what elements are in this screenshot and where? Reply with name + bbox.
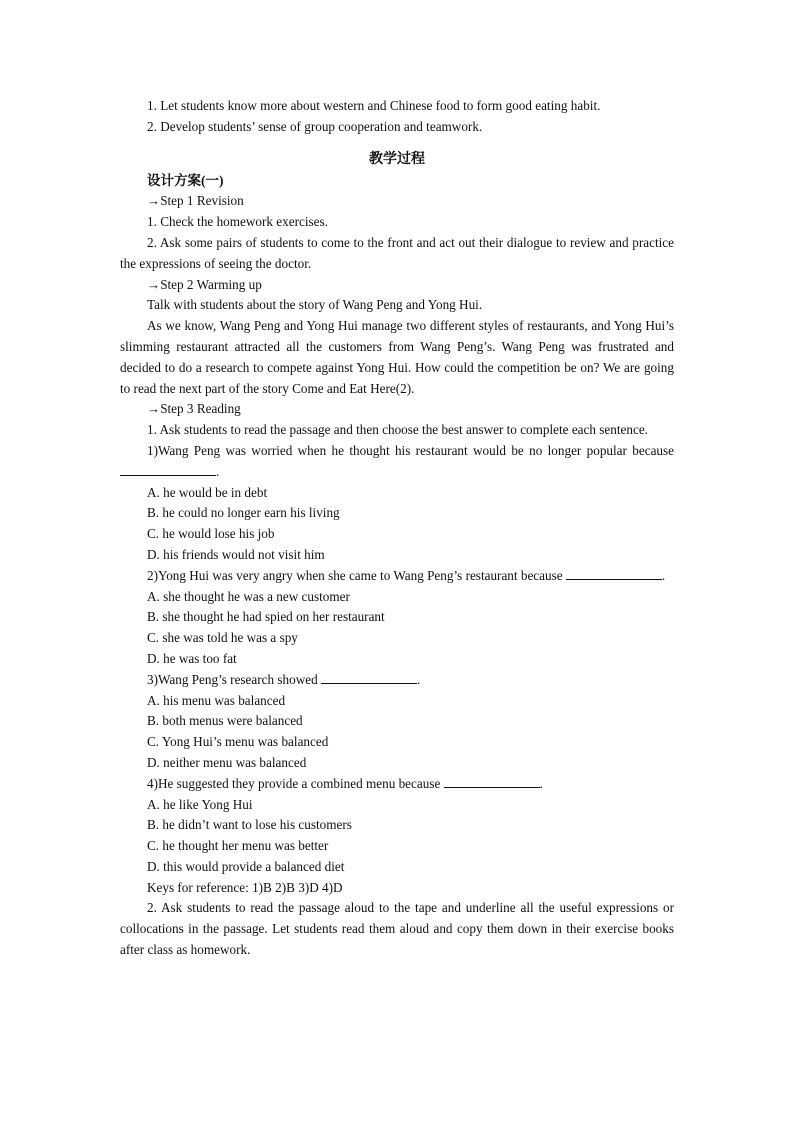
question-3: 3)Wang Peng’s research showed .: [147, 671, 421, 687]
q1-option-b: B. he could no longer earn his living: [147, 505, 340, 521]
q3-option-b: B. both menus were balanced: [147, 713, 303, 729]
question-1: 1)Wang Peng was worried when he thought his restaurant would be no longer popular because .: [120, 441, 674, 483]
question-4-stem: 4)He suggested they provide a combined menu because: [147, 775, 441, 791]
q2-option-c: C. she was told he was a spy: [147, 630, 298, 646]
answer-blank: [321, 670, 417, 684]
q4-option-a: A. he like Yong Hui: [147, 796, 253, 812]
step2-heading: →Step 2 Warming up: [147, 276, 262, 292]
q4-option-d: D. this would provide a balanced diet: [147, 858, 345, 874]
answer-blank: [120, 462, 216, 476]
answer-blank: [566, 566, 662, 580]
q3-option-d: D. neither menu was balanced: [147, 754, 307, 770]
step1-item-1: 1. Check the homework exercises.: [147, 214, 328, 230]
answer-keys: Keys for reference: 1)B 2)B 3)D 4)D: [147, 879, 343, 895]
objective-1: 1. Let students know more about western and Chinese food to form good eating habit.: [147, 98, 601, 113]
q3-option-c: C. Yong Hui’s menu was balanced: [147, 734, 329, 750]
q4-option-c: C. he thought her menu was better: [147, 838, 329, 854]
step2-paragraph: As we know, Wang Peng and Yong Hui manage two different styles of restaurants, and Yong Hui’s slimming restaurant attracted all the customers from Wang Peng’s. Wang Peng was frustrated and decided to do a research to compete against Yong Hui. How could the competition be on? We are going to read the next part of the story Come and Eat Here(2).: [120, 318, 674, 396]
q1-option-c: C. he would lose his job: [147, 526, 275, 542]
question-2-stem: 2)Yong Hui was very angry when she came to Wang Peng’s restaurant because: [147, 567, 563, 583]
step3-instruction-2: 2. Ask students to read the passage aloud to the tape and underline all the useful expressions or collocations in the passage. Let students read them aloud and copy them down in their exercise books after class as homework.: [120, 900, 674, 958]
q1-option-a: A. he would be in debt: [147, 484, 268, 500]
step1-heading: →Step 1 Revision: [147, 193, 244, 209]
q3-option-a: A. his menu was balanced: [147, 692, 286, 708]
objective-2: 2. Develop students’ sense of group cooperation and teamwork.: [147, 118, 483, 134]
q4-option-b: B. he didn’t want to lose his customers: [147, 817, 352, 833]
q2-option-d: D. he was too fat: [147, 650, 237, 666]
q2-option-a: A. she thought he was a new customer: [147, 588, 350, 604]
question-2: 2)Yong Hui was very angry when she came to Wang Peng’s restaurant because .: [147, 567, 666, 583]
section-title: 教学过程: [369, 151, 425, 167]
q1-option-d: D. his friends would not visit him: [147, 546, 325, 562]
step3-instruction-1: 1. Ask students to read the passage and then choose the best answer to complete each sentence.: [147, 422, 648, 438]
step2-line: Talk with students about the story of Wang Peng and Yong Hui.: [147, 297, 483, 313]
question-4: 4)He suggested they provide a combined menu because .: [147, 775, 543, 791]
question-3-stem: 3)Wang Peng’s research showed: [147, 671, 318, 687]
answer-blank: [444, 774, 540, 788]
step3-heading: →Step 3 Reading: [147, 401, 241, 417]
q2-option-b: B. she thought he had spied on her restaurant: [147, 609, 385, 625]
question-1-stem: 1)Wang Peng was worried when he thought his restaurant would be no longer popular because: [147, 442, 674, 458]
design-title: 设计方案(一): [147, 172, 224, 188]
step1-item-2: 2. Ask some pairs of students to come to the front and act out their dialogue to review and practice the expressions of seeing the doctor.: [120, 234, 674, 271]
document-page: [120, 96, 674, 961]
